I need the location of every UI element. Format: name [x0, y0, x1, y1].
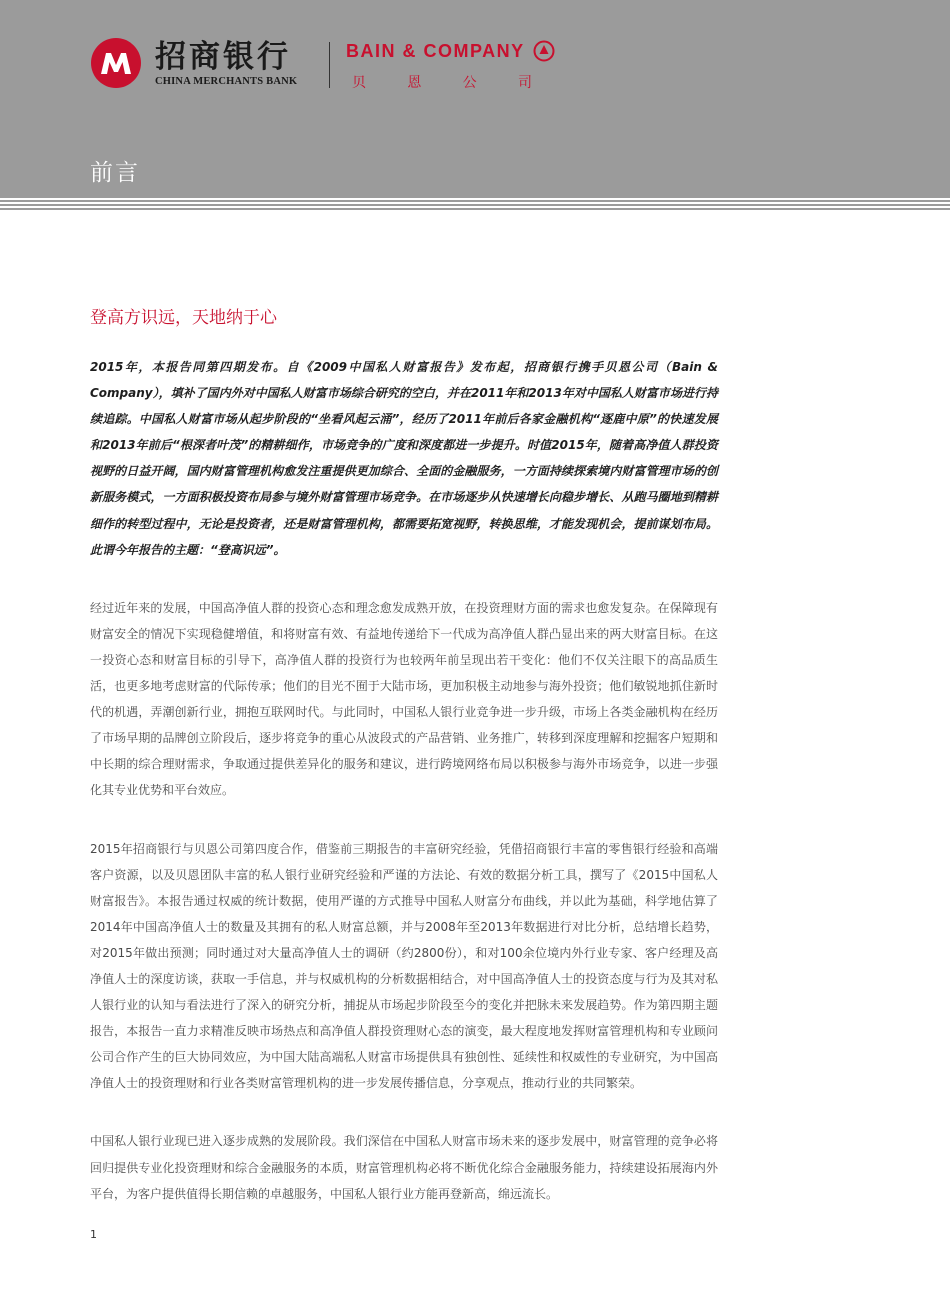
bain-logo: [346, 40, 555, 92]
page-number: 1: [90, 1228, 97, 1241]
body-paragraph: 经过近年来的发展，中国高净值人群的投资心态和理念愈发成熟开放，在投资理财方面的需求也愈发复杂。在保障现有财富安全的情况下实现稳健增值，和将财富有效、有益地传递给下一代成为高净值人群凸显出来的两大财富目标。在这一投资心态和财富目标的引导下，高净值人群的投资行为也较两年前呈现出若干变化：他们不仅关注眼下的高品质生活，也更多地考虑财富的代际传承；他们的目光不囿于大陆市场，更加积极主动地参与海外投资；他们敏锐地抓住新时代的机遇，弄潮创新行业，拥抱互联网时代。与此同时，中国私人银行业竞争进一步升级，市场上各类金融机构在经历了市场早期的品牌创立阶段后，逐步将竞争的重心从波段式的产品营销、业务推广，转移到深度理解和挖掘客户短期和中长期的综合理财需求，争取通过提供差异化的服务和建议，进行跨境网络布局以积极参与海外市场竞争，以进一步强化其专业优势和平台效应。: [90, 600, 718, 798]
cmb-brand-name: [155, 40, 325, 87]
bain-name-cn-char: 司: [517, 75, 532, 91]
bain-name-en-row: [346, 40, 555, 62]
bain-name-cn-char: 贝: [352, 75, 366, 91]
bain-compass-icon: [533, 40, 555, 62]
cmb-name-cn: 招商银行: [155, 39, 291, 75]
bain-name-cn: [346, 72, 532, 92]
body-content: [90, 354, 718, 1207]
page-header: [0, 0, 950, 196]
intro-paragraph: 2015年，本报告同第四期发布。自《2009中国私人财富报告》发布起，招商银行携手贝恩公司（Bain & Company），填补了国内外对中国私人财富市场综合研究的空白，并在2011年和2013年对中国私人财富市场进行持续追踪。中国私人财富市场从起步阶段的“坐看风起云涌”，经历了2011年前后各家金融机构“逐鹿中原”的快速发展和2013年前后“根深者叶茂”的精耕细作，市场竞争的广度和深度都进一步提升。时值2015年，随着高净值人群投资视野的日益开阔，国内财富管理机构愈发注重提供更加综合、全面的金融服务，一方面持续探索境内财富管理市场的创新服务模式，一方面积极投资布局参与境外财富管理市场竞争。在市场逐步从快速增长向稳步增长、从跑马圈地到精耕细作的转型过程中，无论是投资者，还是财富管理机构，都需要拓宽视野，转换思维，才能发现机会，提前谋划布局。此谓今年报告的主题：“登高识远”。: [90, 360, 718, 557]
bain-name-cn-char: 恩: [407, 75, 422, 91]
section-heading: 登高方识远，天地纳于心: [90, 308, 277, 328]
cmb-name-en: CHINA MERCHANTS BANK: [155, 76, 298, 87]
logo-divider: [329, 42, 330, 88]
header-stripes: [0, 196, 950, 210]
body-paragraph: 2015年招商银行与贝恩公司第四度合作，借鉴前三期报告的丰富研究经验，凭借招商银行丰富的零售银行经验和高端客户资源，以及贝恩团队丰富的私人银行业研究经验和严谨的方法论、有效的数据分析工具，撰写了《2015中国私人财富报告》。本报告通过权威的统计数据，使用严谨的方式推导中国私人财富分布曲线，并以此为基础，科学地估算了2014年中国高净值人士的数量及其拥有的私人财富总额，并与2008年至2013年数据进行对比分析，总结增长趋势，对2015年做出预测；同时通过对大量高净值人士的调研（约2800份），和对100余位境内外行业专家、客户经理及高净值人士的深度访谈，获取一手信息，并与权威机构的分析数据相结合，对中国高净值人士的投资态度与行为及其对私人银行业的认知与看法进行了深入的研究分析，捕捉从市场起步阶段至今的变化并把脉未来发展趋势。作为第四期主题报告，本报告一直力求精准反映市场热点和高净值人群投资理财心态的演变，最大程度地发挥财富管理机构和专业顾问公司合作产生的巨大协同效应，为中国大陆高端私人财富市场提供具有独创性、延续性和权威性的专业研究，为中国高净值人士的投资理财和行业各类财富管理机构的进一步发展传播信息，分享观点，推动行业的共同繁荣。: [90, 841, 718, 1091]
cmb-logo-icon: [90, 37, 142, 89]
bain-name-cn-char: 公: [462, 75, 477, 91]
page-title: 前言: [90, 160, 140, 186]
bain-name-en: BAIN & COMPANY: [346, 40, 525, 61]
body-paragraph: 中国私人银行业现已进入逐步成熟的发展阶段。我们深信在中国私人财富市场未来的逐步发展中，财富管理的竞争必将回归提供专业化投资理财和综合金融服务的本质，财富管理机构必将不断优化综合金融服务能力，持续建设拓展海内外平台，为客户提供值得长期信赖的卓越服务，中国私人银行业方能再登新高，绵远流长。: [90, 1134, 718, 1201]
